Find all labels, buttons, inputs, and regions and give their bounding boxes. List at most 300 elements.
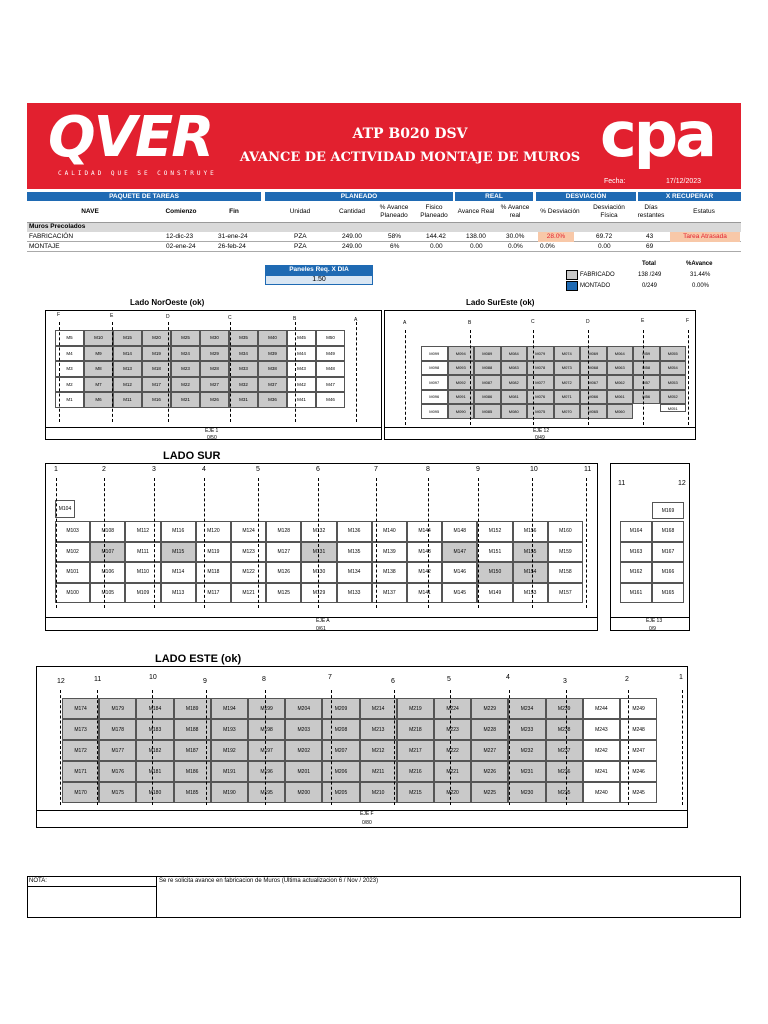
axis-line — [376, 478, 377, 608]
wall-panel: M242 — [583, 740, 620, 761]
wall-panel: M3 — [55, 361, 84, 377]
wall-panel: M133 — [337, 583, 372, 604]
col-cantidad: Cantidad — [338, 208, 366, 215]
wall-panel: M21 — [171, 392, 200, 408]
wall-panel: M178 — [99, 719, 136, 740]
wall-panel: M1 — [55, 392, 84, 408]
wall-panel: M103 — [55, 521, 90, 542]
wall-panel: M207 — [322, 740, 359, 761]
wall-panel: M241 — [583, 761, 620, 782]
wall-panel: M39 — [258, 346, 287, 362]
date-value: 17/12/2023 — [666, 178, 702, 185]
wall-panel: M104 — [55, 500, 75, 518]
axis-label: 4 — [202, 466, 206, 473]
wall-panel: M26 — [200, 392, 229, 408]
wall-panel: M088 — [474, 361, 501, 376]
wall-panel: M217 — [397, 740, 434, 761]
cell-fin: 26-feb-24 — [218, 243, 246, 250]
wall-panel: M14 — [113, 346, 142, 362]
wall-panel: M143 — [407, 542, 442, 563]
wall-panel: M156 — [513, 521, 548, 542]
wall-panel: M165 — [652, 583, 684, 604]
wall-panel: M45 — [287, 330, 316, 346]
wall-panel: M7 — [84, 377, 113, 393]
wall-panel: M186 — [174, 761, 211, 782]
axis-line — [450, 690, 451, 805]
cell-estatus: Tarea Atrasada — [670, 232, 740, 242]
axis-label: 11 — [94, 676, 102, 683]
wall-panel: M083 — [501, 361, 528, 376]
nota-rule — [27, 886, 157, 887]
axis-line — [265, 690, 266, 805]
wall-panel: M097 — [421, 375, 448, 390]
wall-panel: M10 — [84, 330, 113, 346]
wall-panel: M079 — [527, 346, 554, 361]
col-desv-fisica: Desviación Física — [593, 204, 625, 219]
legend-fabricado-pct: 31.44% — [690, 272, 711, 278]
axis-label: 7 — [374, 466, 378, 473]
sur-count: 0/61 — [316, 626, 326, 632]
wall-panel: M171 — [62, 761, 99, 782]
wall-panel: M8 — [84, 361, 113, 377]
wall-panel: M48 — [316, 361, 345, 377]
wall-panel: M195 — [248, 782, 285, 803]
nota-box — [27, 876, 741, 918]
wall-panel: M110 — [125, 562, 160, 583]
wall-panel: M24 — [171, 346, 200, 362]
wall-panel: M064 — [607, 346, 634, 361]
wall-panel: M053 — [660, 375, 687, 390]
wall-panel: M105 — [90, 583, 125, 604]
axis-label: 4 — [506, 674, 510, 681]
wall-panel: M093 — [448, 361, 475, 376]
axis-label: D — [586, 318, 590, 325]
wall-panel: M162 — [620, 562, 652, 583]
este-title: LADO ESTE (ok) — [155, 653, 242, 665]
wall-panel: M115 — [161, 542, 196, 563]
wall-panel: M172 — [62, 740, 99, 761]
qver-tagline: CALIDAD QUE SE CONSTRUYE — [58, 170, 217, 177]
wall-panel: M114 — [161, 562, 196, 583]
wall-panel: M210 — [360, 782, 397, 803]
axis-label: E — [641, 318, 645, 324]
wall-panel: M206 — [322, 761, 359, 782]
legend-fabricado-total: 138 /249 — [638, 272, 662, 278]
table-row — [27, 232, 741, 242]
wall-panel: M12 — [113, 377, 142, 393]
wall-panel: M191 — [211, 761, 248, 782]
wall-panel: M096 — [421, 390, 448, 405]
wall-panel: M076 — [527, 390, 554, 405]
paneles-label: Paneles Req. X DIA — [265, 265, 373, 275]
wall-panel: M190 — [211, 782, 248, 803]
wall-panel: M18 — [142, 361, 171, 377]
wall-panel: M119 — [196, 542, 231, 563]
wall-panel: M089 — [474, 346, 501, 361]
wall-panel: M221 — [434, 761, 471, 782]
col-av-real: Avance Real — [457, 208, 495, 215]
wall-panel: M244 — [583, 698, 620, 719]
wall-panel: M071 — [554, 390, 581, 405]
axis-label: B — [293, 316, 297, 322]
wall-panel: M177 — [99, 740, 136, 761]
wall-panel: M205 — [322, 782, 359, 803]
cell-desv-fisica: 69.72 — [596, 233, 613, 240]
wall-panel: M142 — [407, 562, 442, 583]
group-desviacion: DESVIACIÓN — [536, 192, 636, 201]
axis-line — [356, 322, 357, 422]
wall-panel: M095 — [421, 404, 448, 419]
axis-line — [682, 690, 683, 805]
wall-panel: M11 — [113, 392, 142, 408]
wall-panel: M193 — [211, 719, 248, 740]
cell-pct-desv: 0.0% — [540, 243, 555, 250]
wall-panel: M134 — [337, 562, 372, 583]
wall-panel: M239 — [546, 698, 583, 719]
wall-panel: M052 — [660, 390, 687, 405]
wall-panel: M092 — [448, 375, 475, 390]
legend-montado-label: MONTADO — [580, 283, 611, 289]
wall-panel: M109 — [125, 583, 160, 604]
wall-panel: M160 — [548, 521, 583, 542]
wall-panel: M152 — [477, 521, 512, 542]
wall-panel: M212 — [360, 740, 397, 761]
wall-panel: M247 — [620, 740, 657, 761]
wall-panel: M15 — [113, 330, 142, 346]
cell-dias: 43 — [646, 233, 654, 240]
axis-line — [566, 690, 567, 805]
axis-label: 6 — [391, 678, 395, 685]
wall-panel: M138 — [372, 562, 407, 583]
wall-panel: M167 — [652, 542, 684, 563]
wall-panel: M222 — [434, 740, 471, 761]
axis-label: A — [403, 320, 407, 326]
wall-panel: M248 — [620, 719, 657, 740]
wall-panel: M175 — [99, 782, 136, 803]
wall-panel: M184 — [136, 698, 173, 719]
wall-panel: M099 — [421, 346, 448, 361]
cell-pct-desv: 28.0% — [538, 232, 574, 242]
wall-panel: M43 — [287, 361, 316, 377]
wall-panel: M062 — [607, 375, 634, 390]
wall-panel: M189 — [174, 698, 211, 719]
wall-panel: M236 — [546, 761, 583, 782]
axis-line — [688, 330, 689, 425]
wall-panel: M32 — [229, 377, 258, 393]
axis-line — [152, 690, 153, 805]
wall-panel: M17 — [142, 377, 171, 393]
axis-line — [532, 478, 533, 608]
wall-panel: M218 — [397, 719, 434, 740]
wall-panel: M224 — [434, 698, 471, 719]
wall-panel: M220 — [434, 782, 471, 803]
wall-panel: M29 — [200, 346, 229, 362]
wall-panel: M094 — [448, 346, 475, 361]
wall-panel: M144 — [407, 521, 442, 542]
wall-panel: M56 — [633, 390, 660, 405]
wall-panel: M065 — [580, 404, 607, 419]
wall-panel: M157 — [548, 583, 583, 604]
wall-panel: M30 — [200, 330, 229, 346]
wall-panel: M124 — [231, 521, 266, 542]
wall-panel: M102 — [55, 542, 90, 563]
wall-panel: M215 — [397, 782, 434, 803]
paneles-value: 1.50 — [265, 275, 373, 285]
axis-line — [588, 330, 589, 425]
wall-panel: M081 — [501, 390, 528, 405]
wall-panel: M113 — [161, 583, 196, 604]
col-av-planeado: % Avance Planeado — [379, 204, 409, 219]
nota-text: Se re solicita avance en fabricacion de Muros (Ultima actualizacion 6 / Nov / 2023) — [159, 878, 379, 884]
wall-panel: M246 — [620, 761, 657, 782]
wall-panel: M42 — [287, 377, 316, 393]
axis-label: 11 — [584, 466, 592, 473]
wall-panel: M112 — [125, 521, 160, 542]
wall-panel: M25 — [171, 330, 200, 346]
legend-avance-header: %Avance — [686, 261, 713, 267]
axis-line — [586, 478, 587, 608]
wall-panel: M44 — [287, 346, 316, 362]
wall-panel: M213 — [360, 719, 397, 740]
wall-panel: M46 — [316, 392, 345, 408]
axis-label: 9 — [476, 466, 480, 473]
axis-label: F — [686, 317, 690, 324]
axis-label: 5 — [256, 466, 260, 473]
wall-panel: M106 — [90, 562, 125, 583]
wall-panel: M6 — [84, 392, 113, 408]
sureste-eje: EJE 12 — [533, 428, 550, 434]
wall-panel: M59 — [633, 346, 660, 361]
axis-line — [478, 478, 479, 608]
axis-label: C — [531, 319, 535, 325]
wall-panel: M128 — [266, 521, 301, 542]
axis-label: 1 — [54, 466, 58, 473]
axis-label: 3 — [152, 466, 156, 473]
axis-label: 2 — [625, 676, 629, 683]
axis-line — [428, 478, 429, 608]
noroeste-eje: EJE 1 — [205, 428, 219, 434]
wall-panel: M199 — [248, 698, 285, 719]
cell-desv-fisica: 0.00 — [598, 243, 611, 250]
wall-panel: M159 — [548, 542, 583, 563]
cell-comienzo: 12-dic-23 — [166, 233, 194, 240]
wall-panel: M49 — [316, 346, 345, 362]
wall-panel: M150 — [477, 562, 512, 583]
wall-panel: M219 — [397, 698, 434, 719]
wall-panel: M197 — [248, 740, 285, 761]
wall-panel: M161 — [620, 583, 652, 604]
axis-label: 10 — [530, 466, 538, 473]
wall-panel: M180 — [136, 782, 173, 803]
axis-line — [295, 322, 296, 422]
wall-panel: M243 — [583, 719, 620, 740]
wall-panel: M196 — [248, 761, 285, 782]
axis-line — [258, 478, 259, 608]
wall-panel: M164 — [620, 521, 652, 542]
cell-av-real: 138.00 — [466, 233, 486, 240]
col-estatus: Estatus — [693, 208, 715, 215]
montado-swatch — [566, 281, 578, 291]
axis-line — [394, 690, 395, 805]
wall-panel: M129 — [301, 583, 336, 604]
wall-panel: M082 — [501, 375, 528, 390]
wall-panel: M185 — [174, 782, 211, 803]
report-subtitle: AVANCE DE ACTIVIDAD MONTAJE DE MUROS — [239, 150, 581, 165]
wall-panel: M38 — [258, 361, 287, 377]
axis-label: 8 — [426, 466, 430, 473]
wall-panel: M198 — [248, 719, 285, 740]
legend-box — [566, 259, 741, 293]
wall-panel: M131 — [301, 542, 336, 563]
wall-panel: M135 — [337, 542, 372, 563]
wall-panel: M077 — [527, 375, 554, 390]
wall-panel: M078 — [527, 361, 554, 376]
sur-title: LADO SUR — [163, 450, 221, 462]
wall-panel: M149 — [477, 583, 512, 604]
wall-panel: M179 — [99, 698, 136, 719]
wall-panel: M187 — [174, 740, 211, 761]
wall-panel: M168 — [652, 521, 684, 542]
wall-panel: M214 — [360, 698, 397, 719]
wall-panel: M166 — [652, 562, 684, 583]
wall-panel: M231 — [508, 761, 545, 782]
legend-montado-pct: 0.00% — [692, 283, 710, 289]
cell-av-planeado: 58% — [388, 233, 402, 240]
cell-av-planeado: 6% — [390, 243, 400, 250]
wall-panel: M067 — [580, 375, 607, 390]
wall-panel: M122 — [231, 562, 266, 583]
wall-panel: M090 — [448, 404, 475, 419]
axis-label: 5 — [447, 676, 451, 683]
wall-panel: M183 — [136, 719, 173, 740]
wall-panel: M35 — [229, 330, 258, 346]
wall-panel: M223 — [434, 719, 471, 740]
sur-eje: EJE A — [316, 618, 330, 624]
wall-panel: M101 — [55, 562, 90, 583]
wall-panel: M230 — [508, 782, 545, 803]
col-fin: Fin — [229, 208, 239, 215]
wall-panel: M085 — [474, 404, 501, 419]
axis-label: 12 — [57, 678, 65, 685]
axis-line — [168, 322, 169, 422]
wall-panel: M182 — [136, 740, 173, 761]
sur-right-count: 0/9 — [649, 626, 656, 632]
wall-panel: M060 — [607, 404, 634, 419]
group-real: REAL — [455, 192, 533, 201]
axis-line — [230, 322, 231, 422]
axis-label: A — [354, 317, 358, 323]
wall-panel: M33 — [229, 361, 258, 377]
wall-panel: M158 — [548, 562, 583, 583]
axis-line — [318, 478, 319, 608]
cell-comienzo: 02-ene-24 — [166, 243, 196, 250]
wall-panel: M061 — [607, 390, 634, 405]
section-label: Muros Precolados — [29, 223, 86, 230]
wall-panel: M5 — [55, 330, 84, 346]
wall-panel: M147 — [442, 542, 477, 563]
cell-nave: MONTAJE — [29, 243, 60, 250]
wall-panel: M40 — [258, 330, 287, 346]
axis-label: C — [228, 315, 232, 321]
wall-panel: M155 — [513, 542, 548, 563]
wall-panel: M051 — [660, 404, 687, 412]
noroeste-title: Lado NorOeste (ok) — [130, 298, 205, 307]
wall-panel: M211 — [360, 761, 397, 782]
wall-panel: M120 — [196, 521, 231, 542]
cell-dias: 69 — [646, 243, 654, 250]
col-unidad: Unidad — [289, 208, 311, 215]
wall-panel: M234 — [508, 698, 545, 719]
axis-label: 11 — [618, 480, 626, 487]
cell-av-real: 0.00 — [470, 243, 483, 250]
wall-panel: M074 — [554, 346, 581, 361]
wall-panel: M31 — [229, 392, 258, 408]
wall-panel: M132 — [301, 521, 336, 542]
legend-montado-total: 0/249 — [642, 283, 658, 289]
col-nave: NAVE — [81, 208, 99, 215]
wall-panel: M086 — [474, 390, 501, 405]
axis-line — [97, 690, 98, 805]
axis-label: 3 — [563, 678, 567, 685]
wall-panel: M204 — [285, 698, 322, 719]
cell-fis-planeado: 144.42 — [426, 233, 446, 240]
group-planeado: PLANEADO — [265, 192, 453, 201]
wall-panel: M087 — [474, 375, 501, 390]
col-pct-real: % Avance real — [500, 204, 530, 219]
noroeste-count: 0/50 — [207, 435, 217, 441]
axis-label: 9 — [203, 678, 207, 685]
wall-panel: M091 — [448, 390, 475, 405]
wall-panel: M19 — [142, 346, 171, 362]
axis-label: E — [110, 313, 114, 319]
wall-panel: M080 — [501, 404, 528, 419]
wall-panel: M23 — [171, 361, 200, 377]
wall-panel: M225 — [471, 782, 508, 803]
section-row — [27, 223, 741, 232]
wall-panel: M9 — [84, 346, 113, 362]
group-recuperar: X RECUPERAR — [638, 192, 741, 201]
axis-label: 10 — [149, 674, 157, 681]
wall-panel: M228 — [471, 719, 508, 740]
sur-right-eje: EJE 13 — [646, 618, 663, 624]
nota-label: NOTA: — [29, 878, 47, 884]
axis-label: 12 — [678, 480, 686, 487]
wall-panel: M201 — [285, 761, 322, 782]
cell-pct-real: 30.0% — [506, 233, 525, 240]
wall-panel: M127 — [266, 542, 301, 563]
wall-panel: M100 — [55, 583, 90, 604]
wall-panel: M111 — [125, 542, 160, 563]
wall-panel: M121 — [231, 583, 266, 604]
wall-panel: M063 — [607, 361, 634, 376]
wall-panel: M200 — [285, 782, 322, 803]
wall-panel: M216 — [397, 761, 434, 782]
wall-panel: M153 — [513, 583, 548, 604]
axis-label: D — [166, 314, 170, 320]
wall-panel: M148 — [442, 521, 477, 542]
axis-label: B — [468, 319, 472, 326]
axis-label: 1 — [679, 674, 683, 681]
wall-panel: M163 — [620, 542, 652, 563]
wall-panel: M139 — [372, 542, 407, 563]
axis-label: 7 — [328, 674, 332, 681]
este-eje: EJE F — [360, 811, 374, 817]
wall-panel: M2 — [55, 377, 84, 393]
wall-panel: M170 — [62, 782, 99, 803]
wall-panel: M117 — [196, 583, 231, 604]
cell-nave: FABRICACIÓN — [29, 233, 74, 240]
wall-panel: M194 — [211, 698, 248, 719]
